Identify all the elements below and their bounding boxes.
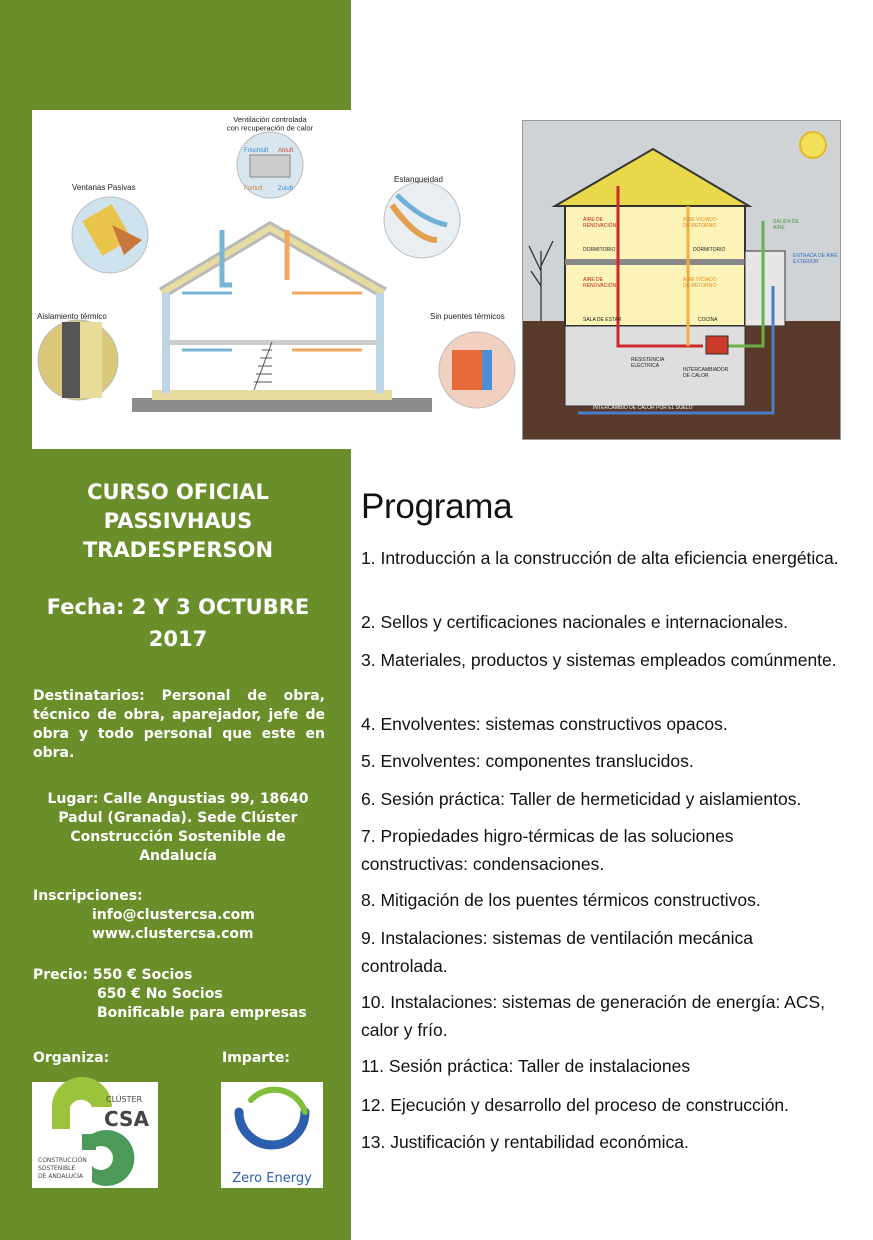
email-link[interactable]: info@clustercsa.com xyxy=(92,907,255,923)
aire-renovacion-2-label: AIRE DE RENOVACIÓN xyxy=(583,277,617,289)
dormitorio-2-label: DORMITORIO xyxy=(693,247,726,253)
program-item: 5. Envolventes: componentes translucidos. xyxy=(361,751,694,771)
fortluft-label: Fortluft xyxy=(244,186,263,192)
program-item: 8. Mitigación de los puentes térmicos constructivos. xyxy=(361,890,761,910)
audience-text: Destinatarios: Personal de obra, técnico de obra, aparejador, jefe de obra y todo personal que este en obra. xyxy=(33,688,325,761)
program-item: 4. Envolventes: sistemas constructivos opacos. xyxy=(361,714,728,734)
frischluft-label: Frischluft xyxy=(244,148,269,154)
program-item: 6. Sesión práctica: Taller de hermeticidad y aislamientos. xyxy=(361,789,802,809)
ventilation-label: Ventilación controlada con recuperación de calor xyxy=(226,115,314,133)
program-item: 10. Instalaciones: sistemas de generación de energía: ACS, calor y frío. xyxy=(361,992,826,1040)
salida-label: SALIDA DE AIRE xyxy=(773,219,799,231)
program-item: 9. Instalaciones: sistemas de ventilación mecánica controlada. xyxy=(361,928,754,976)
website-link[interactable]: www.clustercsa.com xyxy=(92,926,254,942)
entrada-label: ENTRADA DE AIRE EXTERIOR xyxy=(793,253,838,265)
insulation-label: Aislamiento térmico xyxy=(37,312,107,321)
program-item: 13. Justificación y rentabilidad económica. xyxy=(361,1132,689,1152)
aire-viciado-2-label: AIRE VICIADO DE RETORNO xyxy=(683,277,717,289)
ze-text: Zero Energy xyxy=(232,1171,312,1186)
zuluft-label: Zuluft xyxy=(278,186,294,192)
instructor-label: Imparte: xyxy=(222,1050,290,1066)
csa-top-text: CLÚSTER xyxy=(106,1095,143,1104)
price-nonmembers: 650 € No Socios xyxy=(97,986,223,1002)
csa-sub1-text: CONSTRUCCIÓN xyxy=(38,1157,87,1164)
program-item: 12. Ejecución y desarrollo del proceso de construcción. xyxy=(361,1095,790,1115)
course-date: Fecha: 2 Y 3 OCTUBRE 2017 xyxy=(46,595,310,651)
airtightness-label: Estanqueidad xyxy=(394,175,443,184)
price-members: Precio: 550 € Socios xyxy=(33,967,193,983)
no-bridges-label: Sin puentes térmicos xyxy=(430,312,505,321)
cocina-label: COCINA xyxy=(698,317,718,323)
intercambiador-label: INTERCAMBIADOR DE CALOR xyxy=(683,367,729,379)
program-item: 1. Introducción a la construcción de alta eficiencia energética. xyxy=(361,548,839,568)
csa-logo xyxy=(32,1082,158,1188)
csa-sub3-text: DE ANDALUCÍA xyxy=(38,1173,84,1180)
passive-house-diagram xyxy=(32,110,505,449)
aire-renovacion-1-label: AIRE DE RENOVACIÓN xyxy=(583,217,617,229)
program-item: 11. Sesión práctica: Taller de instalaciones xyxy=(361,1056,691,1076)
windows-label: Ventanas Pasivas xyxy=(72,183,136,192)
program-title: Programa xyxy=(361,487,513,526)
dormitorio-1-label: DORMITORIO xyxy=(583,247,616,253)
zero-energy-logo xyxy=(221,1082,323,1188)
resistencia-label: RESISTENCIA ELÉCTRICA xyxy=(631,357,665,369)
inscriptions-label: Inscripciones: xyxy=(33,888,143,904)
location-text: Lugar: Calle Angustias 99, 18640 Padul (Granada). Sede Clúster Construcción Sostenible de Andalucía xyxy=(47,791,309,864)
program-item: 3. Materiales, productos y sistemas empleados comúnmente. xyxy=(361,650,837,670)
aire-viciado-1-label: AIRE VICIADO DE RETORNO xyxy=(683,217,717,229)
abluft-label: Abluft xyxy=(278,148,294,154)
csa-main-text: CSA xyxy=(104,1107,149,1131)
organizer-label: Organiza: xyxy=(33,1050,110,1066)
csa-sub2-text: SOSTENIBLE xyxy=(38,1165,76,1172)
sala-label: SALA DE ESTAR xyxy=(583,317,622,323)
program-item: 2. Sellos y certificaciones nacionales e internacionales. xyxy=(361,612,789,632)
ventilation-house-diagram xyxy=(522,120,841,440)
program-item: 7. Propiedades higro-térmicas de las soluciones constructivas: condensaciones. xyxy=(361,826,734,874)
suelo-label: INTERCAMBIO DE CALOR POR EL SUELO xyxy=(593,405,693,411)
course-title: CURSO OFICIAL PASSIVHAUS TRADESPERSON xyxy=(82,480,274,562)
price-note: Bonificable para empresas xyxy=(97,1005,307,1021)
